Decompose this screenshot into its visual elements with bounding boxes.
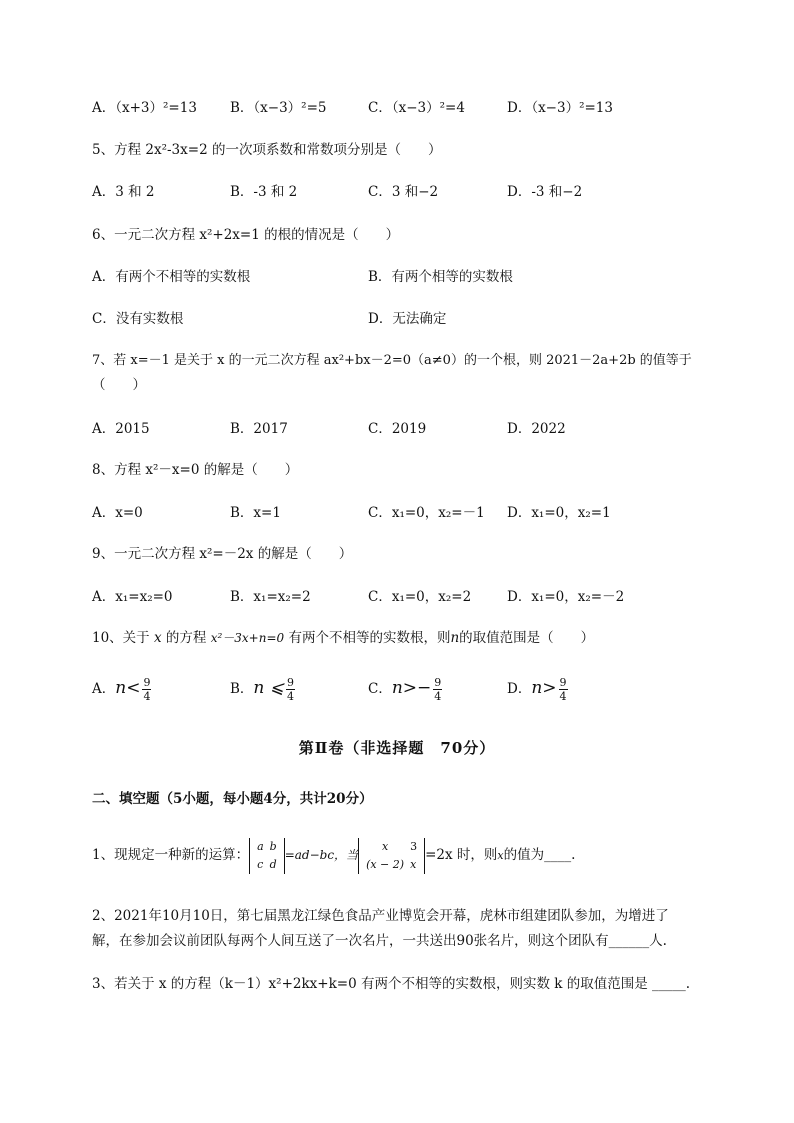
q6-option-c: C．没有实数根 <box>92 311 184 327</box>
fill-1-cond-rhs: =2x 时，则 <box>425 847 498 863</box>
q6-option-d: D．无法确定 <box>368 311 447 327</box>
fill-2-line-1: 2、2021年10月10日，第七届黑龙江绿色食品产业博览会开幕，虎林市组建团队参加，为增进了 <box>92 908 669 924</box>
q5-option-d: D．-3 和−2 <box>507 184 583 200</box>
q10-option-d <box>507 676 568 703</box>
fill-2 <box>92 904 742 954</box>
fill-1-def-rhs: =ad−bc，当 <box>284 848 359 862</box>
q10-option-d-relation: n> <box>531 678 557 698</box>
q5-stem: 5、方程 2x²-3x=2 的一次项系数和常数项分别是（ ） <box>92 142 442 158</box>
q6-stem: 6、一元二次方程 x²+2x=1 的根的情况是（ ） <box>92 227 400 243</box>
fill-1-pre: 1、现规定一种新的运算： <box>92 847 250 863</box>
q10-stem-a: 10、关于 <box>92 630 150 646</box>
fill-3: 3、若关于 x 的方程（k－1）x²+2kx+k=0 有两个不相等的实数根，则实数 k 的取值范围是 _____. <box>92 976 691 992</box>
q9-option-a: A．x₁=x₂=0 <box>92 589 173 605</box>
q5-option-b: B．-3 和 2 <box>230 184 298 200</box>
q10-stem-b: 的方程 <box>165 630 207 646</box>
q10-equation: x²－3x+n=0 <box>210 631 285 645</box>
q10-option-d-fraction: $\frac{9}{4}$ <box>559 676 567 703</box>
determinant-condition: x 3 (x − 2) x <box>358 838 425 874</box>
q7-stem-continued: （ ） <box>92 377 146 393</box>
q10-stem <box>92 628 594 648</box>
q10-var-n: n <box>450 630 460 646</box>
fill-1-var-x: x <box>497 849 504 862</box>
q9-option-b: B．x₁=x₂=2 <box>230 589 311 605</box>
q10-stem-c: 有两个不相等的实数根，则 <box>288 630 451 646</box>
q8-option-d: D．x₁=0，x₂=1 <box>507 505 611 521</box>
q10-option-b <box>230 676 295 703</box>
q4-option-d: D．（x−3）²=13 <box>507 100 613 116</box>
q10-option-d-label: D． <box>507 681 532 697</box>
q10-option-a-relation: n< <box>115 678 141 698</box>
q9-option-c: C．x₁=0，x₂=2 <box>368 589 472 605</box>
q7-stem: 7、若 x=－1 是关于 x 的一元二次方程 ax²+bx－2=0（a≠0）的一个根，则 2021－2a+2b 的值等于 <box>92 353 692 368</box>
q10-option-a-label: A． <box>92 681 116 697</box>
q7-option-d: D．2022 <box>507 421 566 437</box>
q10-option-c-fraction: $\frac{9}{4}$ <box>434 676 442 703</box>
q10-var-x: x <box>153 630 162 646</box>
part-title: 二、填空题（5小题，每小题4分，共计20分） <box>92 791 373 807</box>
fill-1-post: 的值为____. <box>503 847 576 863</box>
q6-option-b: B．有两个相等的实数根 <box>368 269 513 285</box>
q8-option-c: C．x₁=0，x₂=－1 <box>368 505 485 521</box>
determinant-definition: a b c d <box>249 838 285 874</box>
q8-option-b: B．x=1 <box>230 505 281 521</box>
section-title: 第Ⅱ卷（非选择题 70分） <box>298 739 496 757</box>
q6-option-a: A．有两个不相等的实数根 <box>92 269 251 285</box>
q9-stem: 9、一元二次方程 x²=－2x 的解是（ ） <box>92 546 353 562</box>
q5-option-c: C．3 和−2 <box>368 184 439 200</box>
q7-option-c: C．2019 <box>368 421 427 437</box>
q7-option-b: B．2017 <box>230 421 288 437</box>
q9-option-d: D．x₁=0，x₂=－2 <box>507 589 625 605</box>
q8-option-a: A．x=0 <box>92 505 143 521</box>
q7-option-a: A．2015 <box>92 421 150 437</box>
q4-option-c: C．（x−3）²=4 <box>368 100 465 116</box>
q4-option-a: A．（x+3）²=13 <box>92 100 197 116</box>
q10-stem-d: 的取值范围是（ ） <box>459 630 595 646</box>
q8-stem: 8、方程 x²－x=0 的解是（ ） <box>92 462 299 478</box>
q10-option-a-fraction: $\frac{9}{4}$ <box>143 676 151 703</box>
q10-option-b-label: B． <box>230 681 254 697</box>
q10-option-b-fraction: $\frac{9}{4}$ <box>287 676 295 703</box>
fill-1 <box>92 833 575 878</box>
q5-option-a: A．3 和 2 <box>92 184 155 200</box>
q10-option-c-relation: n>− <box>391 678 432 698</box>
q10-option-c <box>368 676 442 703</box>
q10-option-b-relation: n ⩽ <box>253 678 285 698</box>
q10-option-a <box>92 676 151 703</box>
fill-2-line-2: 解，在参加会议前团队每两个人间互送了一次名片，一共送出90张名片，则这个团队有______人. <box>92 933 667 949</box>
q10-option-c-label: C． <box>368 681 392 697</box>
q4-option-b: B．（x−3）²=5 <box>230 100 327 116</box>
